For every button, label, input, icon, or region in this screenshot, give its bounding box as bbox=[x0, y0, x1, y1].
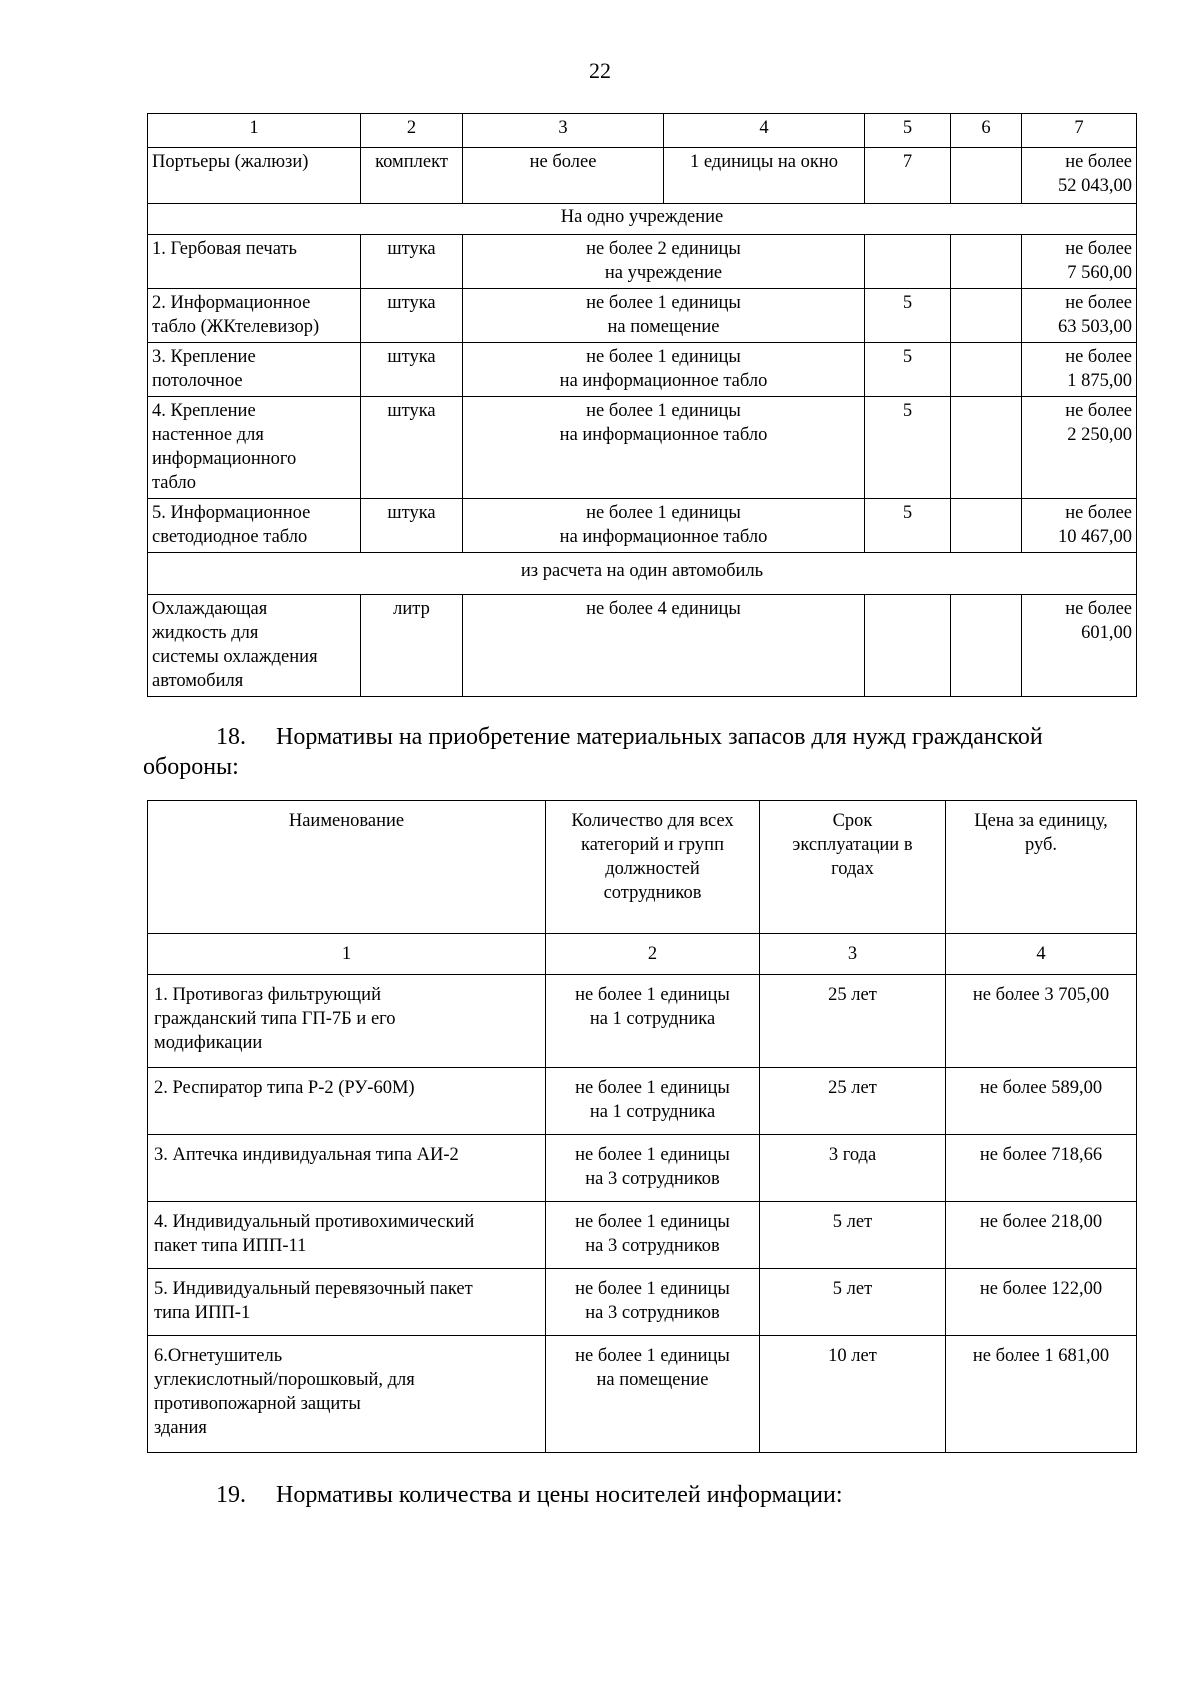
price-line: 10 467,00 bbox=[1058, 527, 1132, 547]
text-line: не более 1 единицы bbox=[575, 1145, 730, 1165]
item-quantity bbox=[546, 1336, 760, 1453]
price-line: не более bbox=[1065, 599, 1132, 619]
table-row bbox=[148, 499, 1137, 553]
item-term: 25 лет bbox=[760, 1068, 946, 1135]
price-line: не более bbox=[1065, 347, 1132, 367]
text-line: 3. Аптечка индивидуальная типа АИ-2 bbox=[154, 1145, 459, 1165]
item-col5: 7 bbox=[865, 148, 951, 204]
item-term: 3 года bbox=[760, 1135, 946, 1202]
header-cell: 5 bbox=[865, 114, 951, 148]
text-line: не более 1 единицы bbox=[586, 503, 741, 523]
column-number: 1 bbox=[148, 934, 546, 975]
header-cell: 1 bbox=[148, 114, 361, 148]
section-text-line: обороны: bbox=[143, 754, 239, 780]
text-line: Цена за единицу, bbox=[974, 811, 1108, 831]
price-line: 1 875,00 bbox=[1067, 371, 1132, 391]
item-quantity bbox=[463, 343, 865, 397]
item-quantity bbox=[463, 499, 865, 553]
item-price bbox=[1022, 499, 1137, 553]
page-number: 22 bbox=[589, 58, 611, 83]
price-line: 601,00 bbox=[1081, 623, 1132, 643]
header-cell: 3 bbox=[463, 114, 664, 148]
table-row bbox=[148, 1202, 1137, 1269]
price-line: 2 250,00 bbox=[1067, 425, 1132, 445]
item-name bbox=[148, 1135, 546, 1202]
section-19-heading bbox=[143, 1480, 1133, 1510]
item-unit: штука bbox=[361, 289, 463, 343]
item-quantity: не более 4 единицы bbox=[463, 595, 865, 697]
item-term: 5 лет bbox=[760, 1202, 946, 1269]
text-line: 2. Респиратор типа Р-2 (РУ-60М) bbox=[154, 1078, 415, 1098]
text-line: на 1 сотрудника bbox=[589, 1102, 716, 1122]
header-name bbox=[148, 801, 546, 934]
text-line: 1. Гербовая печать bbox=[152, 239, 297, 259]
text-line: 2. Информационное bbox=[152, 293, 311, 313]
table-row bbox=[148, 1336, 1137, 1453]
price-line: не более bbox=[1065, 152, 1132, 172]
price-line: не более bbox=[1065, 239, 1132, 259]
item-unit: штука bbox=[361, 499, 463, 553]
item-quantity bbox=[463, 397, 865, 499]
text-line: не более 1 единицы bbox=[575, 1212, 730, 1232]
item-quantity: не более bbox=[463, 148, 664, 204]
item-price: не более 122,00 bbox=[946, 1269, 1137, 1336]
header-quantity bbox=[546, 801, 760, 934]
table-number-row bbox=[148, 934, 1137, 975]
text-line: должностей bbox=[605, 859, 700, 879]
item-col5: 5 bbox=[865, 499, 951, 553]
text-line: на 1 сотрудника bbox=[589, 1009, 716, 1029]
text-line: автомобиля bbox=[152, 671, 244, 691]
header-term bbox=[760, 801, 946, 934]
section-number: 19. bbox=[216, 1482, 246, 1508]
item-col6 bbox=[951, 595, 1022, 697]
text-line: не более 1 единицы bbox=[575, 1346, 730, 1366]
table-row bbox=[148, 289, 1137, 343]
item-price bbox=[1022, 397, 1137, 499]
item-unit: комплект bbox=[361, 148, 463, 204]
section-title: из расчета на один автомобиль bbox=[148, 553, 1137, 595]
text-line: на 3 сотрудников bbox=[585, 1303, 720, 1323]
item-name bbox=[148, 1269, 546, 1336]
item-price bbox=[1022, 148, 1137, 204]
item-quantity bbox=[546, 1068, 760, 1135]
price-line: не более bbox=[1065, 293, 1132, 313]
item-name bbox=[148, 343, 361, 397]
table-row bbox=[148, 148, 1137, 204]
section-number: 18. bbox=[216, 724, 246, 750]
text-line: категорий и групп bbox=[581, 835, 724, 855]
item-name: Портьеры (жалюзи) bbox=[148, 148, 361, 204]
item-name bbox=[148, 1336, 546, 1453]
item-name bbox=[148, 975, 546, 1068]
text-line: здания bbox=[154, 1418, 207, 1438]
section-row bbox=[148, 204, 1137, 235]
item-col6 bbox=[951, 148, 1022, 204]
item-col6 bbox=[951, 289, 1022, 343]
item-quantity bbox=[546, 1269, 760, 1336]
table-header-row bbox=[148, 114, 1137, 148]
text-line: 3. Крепление bbox=[152, 347, 256, 367]
section-row bbox=[148, 553, 1137, 595]
text-line: Наименование bbox=[288, 811, 405, 831]
item-term: 25 лет bbox=[760, 975, 946, 1068]
item-name bbox=[148, 1202, 546, 1269]
text-line: противопожарной защиты bbox=[154, 1394, 361, 1414]
item-col6 bbox=[951, 343, 1022, 397]
section-18-heading bbox=[143, 722, 1133, 782]
table-row bbox=[148, 1269, 1137, 1336]
item-col5 bbox=[865, 235, 951, 289]
table-row bbox=[148, 595, 1137, 697]
price-line: не более bbox=[1065, 503, 1132, 523]
text-line: руб. bbox=[1024, 835, 1058, 855]
table-header-row bbox=[148, 801, 1137, 934]
text-line: настенное для bbox=[152, 425, 264, 445]
item-col5: 5 bbox=[865, 289, 951, 343]
text-line: типа ИПП-1 bbox=[154, 1303, 251, 1323]
item-col6 bbox=[951, 499, 1022, 553]
text-line: светодиодное табло bbox=[152, 527, 308, 547]
text-line: Срок bbox=[832, 811, 873, 831]
item-price: не более 3 705,00 bbox=[946, 975, 1137, 1068]
text-line: на информационное табло bbox=[559, 371, 768, 391]
item-col5: 5 bbox=[865, 343, 951, 397]
item-term: 10 лет bbox=[760, 1336, 946, 1453]
text-line: не более 1 единицы bbox=[586, 293, 741, 313]
text-line: эксплуатации в bbox=[792, 835, 913, 855]
text-line: системы охлаждения bbox=[152, 647, 318, 667]
item-name bbox=[148, 595, 361, 697]
price-line: не более bbox=[1065, 401, 1132, 421]
item-name bbox=[148, 397, 361, 499]
text-line: 4. Индивидуальный противохимический bbox=[154, 1212, 475, 1232]
text-line: на информационное табло bbox=[559, 425, 768, 445]
text-line: 5. Индивидуальный перевязочный пакет bbox=[154, 1279, 473, 1299]
header-price bbox=[946, 801, 1137, 934]
text-line: на учреждение bbox=[604, 263, 723, 283]
text-line: гражданский типа ГП-7Б и его bbox=[154, 1009, 396, 1029]
text-line: 1. Противогаз фильтрующий bbox=[154, 985, 381, 1005]
item-col6 bbox=[951, 235, 1022, 289]
text-line: пакет типа ИПП-11 bbox=[154, 1236, 307, 1256]
item-price bbox=[1022, 235, 1137, 289]
item-unit: штука bbox=[361, 235, 463, 289]
column-number: 3 bbox=[760, 934, 946, 975]
text-line: на 3 сотрудников bbox=[585, 1169, 720, 1189]
text-line: табло bbox=[152, 473, 196, 493]
item-quantity bbox=[546, 1135, 760, 1202]
item-price: не более 718,66 bbox=[946, 1135, 1137, 1202]
text-line: на 3 сотрудников bbox=[585, 1236, 720, 1256]
text-line: Охлаждающая bbox=[152, 599, 268, 619]
column-number: 4 bbox=[946, 934, 1137, 975]
item-quantity bbox=[463, 235, 865, 289]
text-line: на помещение bbox=[596, 1370, 709, 1390]
item-col5 bbox=[865, 595, 951, 697]
item-price bbox=[1022, 289, 1137, 343]
item-term: 5 лет bbox=[760, 1269, 946, 1336]
text-line: не более 1 единицы bbox=[586, 347, 741, 367]
table-row bbox=[148, 343, 1137, 397]
item-col6 bbox=[951, 397, 1022, 499]
section-text-line: Нормативы на приобретение материальных запасов для нужд гражданской bbox=[276, 724, 1043, 750]
price-line: 63 503,00 bbox=[1058, 317, 1132, 337]
text-line: не более 1 единицы bbox=[575, 1279, 730, 1299]
text-line: не более 1 единицы bbox=[575, 1078, 730, 1098]
text-line: 5. Информационное bbox=[152, 503, 311, 523]
text-line: не более 2 единицы bbox=[586, 239, 741, 259]
table-row bbox=[148, 1135, 1137, 1202]
header-cell: 4 bbox=[664, 114, 865, 148]
table-materials-continued bbox=[147, 113, 1137, 697]
column-number: 2 bbox=[546, 934, 760, 975]
text-line: потолочное bbox=[152, 371, 243, 391]
item-price: не более 218,00 bbox=[946, 1202, 1137, 1269]
item-price bbox=[1022, 595, 1137, 697]
item-col5: 5 bbox=[865, 397, 951, 499]
item-unit: литр bbox=[361, 595, 463, 697]
text-line: на помещение bbox=[607, 317, 720, 337]
text-line: на информационное табло bbox=[559, 527, 768, 547]
item-quantity bbox=[546, 975, 760, 1068]
table-row bbox=[148, 235, 1137, 289]
item-unit: штука bbox=[361, 343, 463, 397]
item-quantity-per: 1 единицы на окно bbox=[664, 148, 865, 204]
text-line: 6.Огнетушитель bbox=[154, 1346, 283, 1366]
item-quantity bbox=[463, 289, 865, 343]
header-cell: 6 bbox=[951, 114, 1022, 148]
text-line: годах bbox=[831, 859, 874, 879]
item-price: не более 589,00 bbox=[946, 1068, 1137, 1135]
item-name bbox=[148, 235, 361, 289]
section-text-line: Нормативы количества и цены носителей информации: bbox=[276, 1482, 843, 1508]
text-line: информационного bbox=[152, 449, 297, 469]
table-row bbox=[148, 397, 1137, 499]
item-price bbox=[1022, 343, 1137, 397]
text-line: 4. Крепление bbox=[152, 401, 256, 421]
item-price: не более 1 681,00 bbox=[946, 1336, 1137, 1453]
table-row bbox=[148, 1068, 1137, 1135]
text-line: табло (ЖКтелевизор) bbox=[152, 317, 320, 337]
text-line: углекислотный/порошковый, для bbox=[154, 1370, 415, 1390]
table-row bbox=[148, 975, 1137, 1068]
text-line: жидкость для bbox=[152, 623, 259, 643]
item-name bbox=[148, 1068, 546, 1135]
text-line: не более 1 единицы bbox=[575, 985, 730, 1005]
item-quantity bbox=[546, 1202, 760, 1269]
item-name bbox=[148, 289, 361, 343]
section-title: На одно учреждение bbox=[148, 204, 1137, 235]
header-cell: 2 bbox=[361, 114, 463, 148]
item-name bbox=[148, 499, 361, 553]
text-line: модификации bbox=[154, 1033, 263, 1053]
header-cell: 7 bbox=[1022, 114, 1137, 148]
price-line: 7 560,00 bbox=[1067, 263, 1132, 283]
text-line: Количество для всех bbox=[571, 811, 734, 831]
item-unit: штука bbox=[361, 397, 463, 499]
price-line: 52 043,00 bbox=[1058, 176, 1132, 196]
table-civil-defense bbox=[147, 800, 1137, 1453]
text-line: не более 1 единицы bbox=[586, 401, 741, 421]
text-line: сотрудников bbox=[603, 883, 702, 903]
